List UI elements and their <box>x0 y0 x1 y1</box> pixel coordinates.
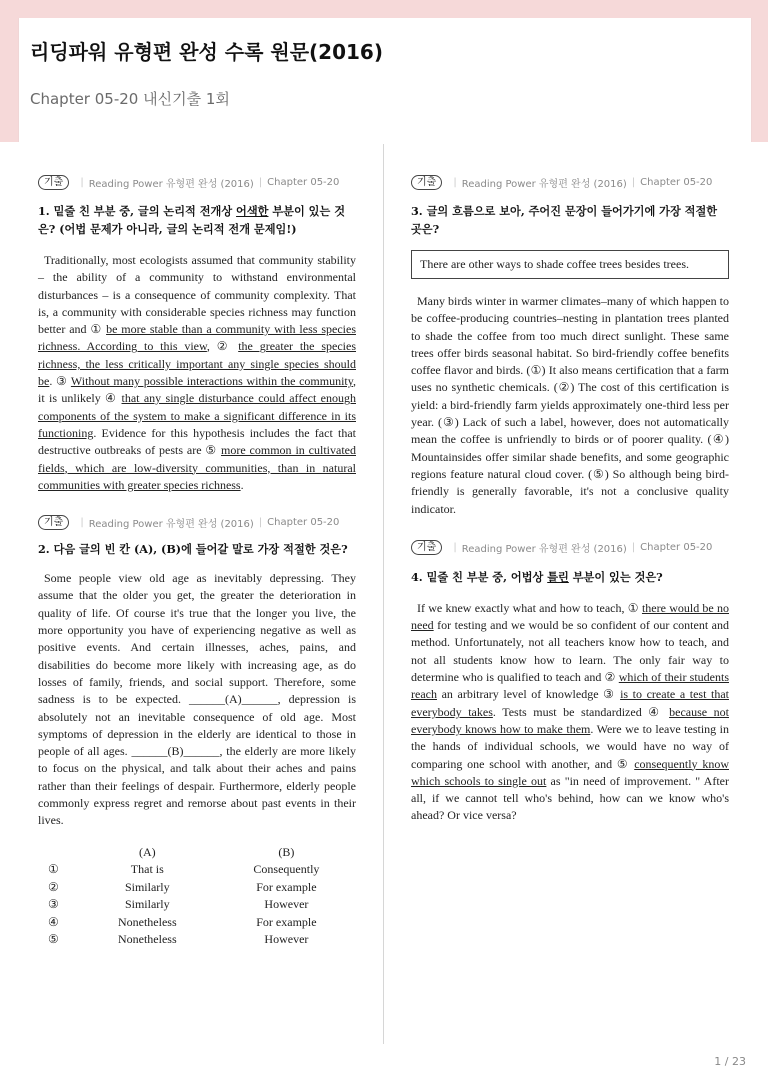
option-row[interactable]: ③ Similarly However <box>48 897 309 912</box>
left-column <box>38 174 356 949</box>
question-4-source: 기출 | Reading Power 유형편 완성 (2016) | Chapter 05-20 <box>411 540 729 556</box>
question-2-passage: Some people view old age as inevitably depressing. They assume that the older you get, the greater the deterioration in quality of life. Of course it's true that the longer you live, the more opportunity you have of experiencing negative as well as positive events. And certain illnesses, aches, pains, and disabilities do become more likely with increasing age, as do losses of family, friends, and social support. Therefore, some sadness is to be expected. ______(A)______, depression is absolutely not an inevitable consequence of old age. Most symptoms of depression in the elderly are identical to those in people of all ages. ______(B)______, the elderly are more likely to focus on the physical, and talk about their aches and pains rather than their feelings of despair. Furthermore, elderly people commonly express regret and remorse about past events in their lives. <box>38 571 356 828</box>
option-header-a: (A) <box>138 844 156 859</box>
chapter-label: Chapter 05-20 <box>267 516 340 528</box>
top-accent-bar <box>0 0 768 18</box>
right-column <box>411 174 729 825</box>
exam-tag: 기출 <box>38 515 69 530</box>
question-2-prompt: 2. 다음 글의 빈 칸 (A), (B)에 들어갈 말로 가장 적절한 것은? <box>38 542 348 557</box>
page-number: 1 / 23 <box>714 1055 746 1068</box>
chapter-label: Chapter 05-20 <box>640 542 713 554</box>
column-divider <box>383 144 384 1044</box>
source-label: Reading Power 유형편 완성 (2016) <box>461 544 627 556</box>
question-2-options <box>38 844 356 949</box>
chapter-label: Chapter 05-20 <box>640 176 713 188</box>
page-title: 리딩파워 유형편 완성 수록 원문(2016) <box>30 40 383 64</box>
left-accent-bar <box>0 18 18 142</box>
exam-tag: 기출 <box>411 175 442 190</box>
page-subtitle: Chapter 05-20 내신기출 1회 <box>30 90 230 108</box>
source-label: Reading Power 유형편 완성 (2016) <box>461 178 627 190</box>
exam-tag: 기출 <box>411 540 442 555</box>
option-row[interactable]: ⑤ Nonetheless However <box>48 932 309 947</box>
question-2-source: 기출 | Reading Power 유형편 완성 (2016) | Chapter 05-20 <box>38 514 356 530</box>
chapter-label: Chapter 05-20 <box>267 176 340 188</box>
question-1-source: 기출 | Reading Power 유형편 완성 (2016) | Chapter 05-20 <box>38 174 356 190</box>
question-3-passage: Many birds winter in warmer climates–many of which happen to be coffee-producing countries–nesting in plantation trees planted to shade the coffee from too much direct sunlight. These same trees offer birds seasonal habitat. So bird-friendly coffee benefits coffee flavor and birds. (①) It also means certification that a farm uses no synthetic chemicals. (②) The cost of this certification is yield: a bird-friendly farm yields approximately one-third less per year. (③) Lack of such a label, however, does not automatically mean the coffee is unfriendly to birds or of poorer quality. (④) Mountainsides offer similar shade benefits, and some geographic regions feature natural cloud cover. (⑤) So although being bird-friendly is generally favorable, it's not a conclusive quality indicator. <box>411 294 729 516</box>
question-4-passage: If we knew exactly what and how to teach, ① there would be no need for testing and we would be so confident of our content and method. Unfortunately, not all teachers know how to teach, and not all students know how to learn. The only fair way to determine who is qualified to teach and ② which of their students reach an arbitrary level of knowledge ③ is to create a test that everybody takes. Tests must be standardized ④ because not everybody knows how to make them. Were we to leave testing in the hands of individual schools, we would have no way of comparing one school with another, and ⑤ consequently know which schools to single out as "in need of improvement. " After all, if we cannot tell who's behind, how can we know who's ahead? Or vice versa? <box>411 600 729 823</box>
option-header-b: (B) <box>278 844 295 859</box>
source-label: Reading Power 유형편 완성 (2016) <box>88 178 254 190</box>
source-label: Reading Power 유형편 완성 (2016) <box>88 518 254 530</box>
option-row[interactable]: ① That is Consequently <box>48 862 320 877</box>
right-accent-bar <box>751 18 768 142</box>
given-sentence-box: There are other ways to shade coffee trees besides trees. <box>411 250 729 279</box>
option-row[interactable]: ④ Nonetheless For example <box>48 914 317 929</box>
question-3-source: 기출 | Reading Power 유형편 완성 (2016) | Chapter 05-20 <box>411 174 729 190</box>
question-3-prompt: 3. 글의 흐름으로 보아, 주어진 문장이 들어가기에 가장 적절한 곳은? <box>411 204 718 236</box>
question-4-prompt: 4. 밑줄 친 부분 중, 어법상 틀린 부분이 있는 것은? <box>411 569 663 584</box>
option-row[interactable]: ② Similarly For example <box>48 879 317 894</box>
question-1-passage: Traditionally, most ecologists assumed that community stability – the ability of a community to withstand environmental disturbances – is a consequence of community complexity. That is, a community with considerable species richness may function better and ① be more stable than a community with less species richness. According to this view, ② the greater the species richness, the less critically important any single species should be. ③ Without many possible interactions within the community, it is unlikely ④ that any single disturbance could affect enough components of the system to make a significant difference in its functioning. Evidence for this hypothesis includes the fact that destructive outbreaks of pests are ⑤ more common in cultivated fields, which are low-diversity communities, than in natural communities with greater species richness. <box>38 253 357 492</box>
exam-tag: 기출 <box>38 175 69 190</box>
question-1-prompt: 1. 밑줄 친 부분 중, 글의 논리적 전개상 어색한 부분이 있는 것은? (어법 문제가 아니라, 글의 논리적 전개 문제임!) <box>38 204 345 236</box>
